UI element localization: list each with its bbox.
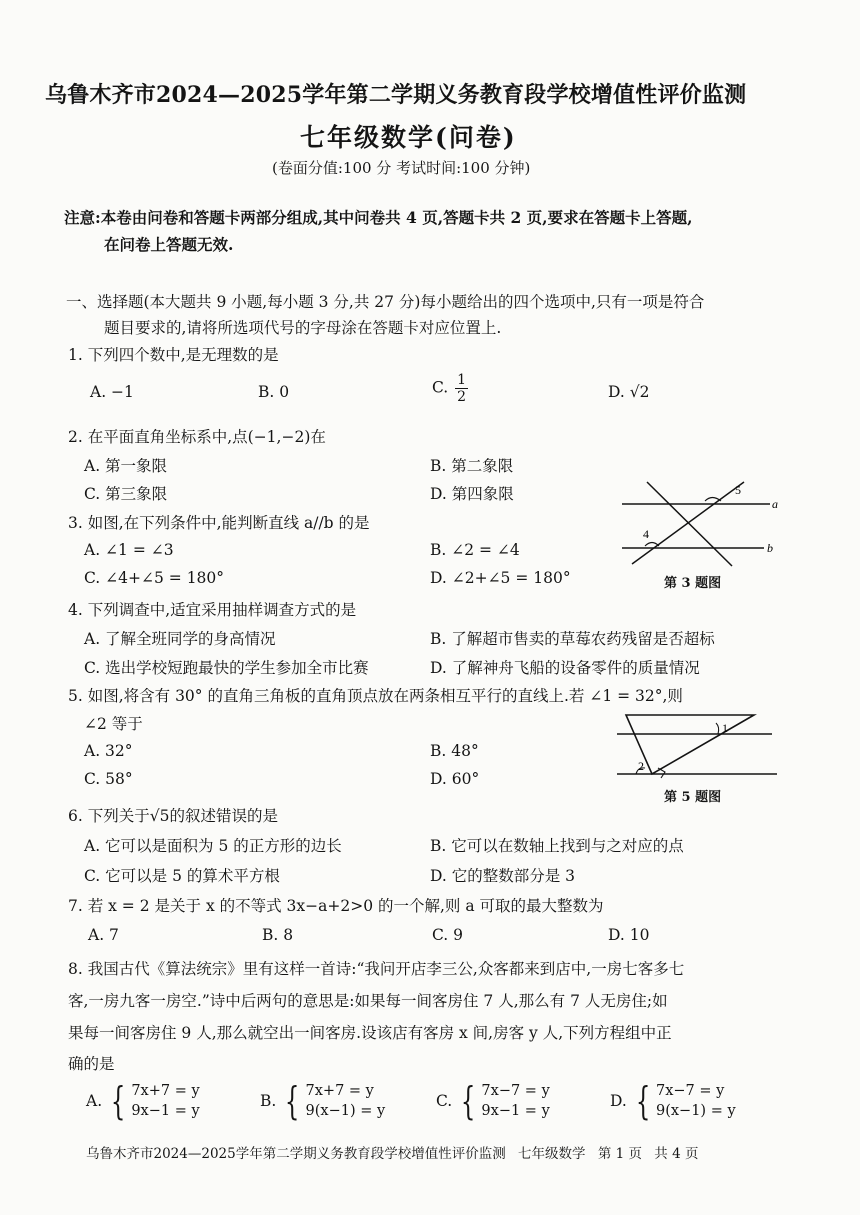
footer — [86, 1142, 698, 1162]
q5-option-b: B. 48° — [430, 742, 479, 760]
q2-option-c: C. 第三象限 — [84, 485, 168, 503]
q6-stem: 6. 下列关于√5的叙述错误的是 — [68, 807, 278, 825]
paper-info: (卷面分值:100 分 考试时间:100 分钟) — [272, 159, 531, 177]
equation-2: 9x−1 = y — [131, 1103, 200, 1119]
q8-stem-line-3: 果每一间客房住 9 人,那么就空出一间客房.设该店有客房 x 间,房客 y 人,下列方程组中正 — [68, 1024, 672, 1042]
q8-stem-line-2: 客,一房九客一房空.”诗中后两句的意思是:如果每一间客房住 7 人,那么有 7 人无房住;如 — [68, 992, 668, 1010]
q3-figure — [612, 480, 782, 570]
transversal-2 — [647, 482, 732, 566]
angle-1-arc — [716, 723, 719, 734]
equation-2: 9(x−1) = y — [305, 1103, 386, 1119]
q1-option-a: A. −1 — [90, 383, 134, 401]
brace-icon: { — [110, 1079, 126, 1123]
q4-option-d: D. 了解神舟飞船的设备零件的质量情况 — [430, 659, 700, 677]
equation-1: 7x−7 = y — [481, 1083, 550, 1099]
q4-option-b: B. 了解超市售卖的草莓农药残留是否超标 — [430, 630, 715, 648]
q8-option-a-label: A. — [86, 1092, 103, 1110]
label-4: 4 — [643, 527, 649, 541]
footer-exam-name: 乌鲁木齐市2024—2025学年第二学期义务教育段学校增值性评价监测 — [86, 1146, 506, 1162]
q6-option-b: B. 它可以在数轴上找到与之对应的点 — [430, 837, 684, 855]
fraction-numerator: 1 — [457, 372, 467, 388]
equation-1: 7x+7 = y — [131, 1083, 200, 1099]
q3-option-d: D. ∠2+∠5 = 180° — [430, 569, 571, 587]
equation-1: 7x−7 = y — [656, 1083, 725, 1099]
q6-option-a: A. 它可以是面积为 5 的正方形的边长 — [84, 837, 342, 855]
equation-system — [481, 1081, 549, 1121]
q5-stem-line-2: ∠2 等于 — [84, 715, 143, 733]
label-5: 5 — [735, 483, 741, 497]
q1-option-b: B. 0 — [258, 383, 290, 401]
equation-2: 9(x−1) = y — [656, 1103, 736, 1119]
fraction-denominator: 2 — [457, 389, 467, 405]
label-a: a — [772, 497, 778, 511]
paper-subtitle: 七年级数学(问卷) — [300, 123, 517, 152]
q3-figure-caption: 第 3 题图 — [664, 576, 722, 591]
q3-stem: 3. 如图,在下列条件中,能判断直线 a//b 的是 — [68, 514, 370, 532]
q7-option-a: A. 7 — [88, 926, 119, 944]
q1-option-c — [432, 372, 468, 405]
q7-option-d: D. 10 — [608, 926, 650, 944]
brace-icon: { — [285, 1079, 300, 1123]
equation-system — [306, 1081, 386, 1121]
section-heading-line-1: 一、选择题(本大题共 9 小题,每小题 3 分,共 27 分)每小题给出的四个选项中,只有一项是符合 — [66, 293, 705, 311]
q3-option-a: A. ∠1 = ∠3 — [84, 541, 174, 559]
q7-option-c: C. 9 — [432, 926, 464, 944]
q8-option-c — [436, 1081, 550, 1121]
q3-option-c: C. ∠4+∠5 = 180° — [84, 569, 225, 587]
fraction — [455, 372, 468, 405]
brace-icon: { — [635, 1079, 651, 1123]
q6-option-c: C. 它可以是 5 的算术平方根 — [84, 867, 280, 885]
q2-option-b: B. 第二象限 — [430, 457, 514, 475]
equation-2: 9x−1 = y — [481, 1103, 550, 1119]
q2-stem: 2. 在平面直角坐标系中,点(−1,−2)在 — [68, 428, 326, 446]
q8-stem-line-1: 8. 我国古代《算法统宗》里有这样一首诗:“我问开店李三公,众客都来到店中,一房七客多七 — [68, 960, 685, 978]
q5-option-c: C. 58° — [84, 770, 133, 788]
equation-system — [131, 1081, 199, 1121]
q4-option-a: A. 了解全班同学的身高情况 — [84, 630, 276, 648]
equation-system — [656, 1081, 736, 1121]
q2-option-a: A. 第一象限 — [84, 457, 168, 475]
q8-option-a — [86, 1081, 200, 1121]
label-1: 1 — [722, 721, 728, 735]
q5-stem-line-1: 5. 如图,将含有 30° 的直角三角板的直角顶点放在两条相互平行的直线上.若 ∠1 = 32°,则 — [68, 687, 683, 705]
q8-option-b-label: B. — [260, 1092, 277, 1110]
set-square — [626, 715, 754, 774]
q5-option-d: D. 60° — [430, 770, 480, 788]
q8-option-d-label: D. — [610, 1092, 627, 1110]
q7-option-b: B. 8 — [262, 926, 294, 944]
q5-option-a: A. 32° — [84, 742, 133, 760]
q8-option-b — [260, 1081, 385, 1121]
label-2: 2 — [638, 759, 644, 773]
label-b: b — [767, 541, 773, 555]
footer-page-number: 第 1 页 — [597, 1146, 642, 1162]
section-heading-line-2: 题目要求的,请将所选项代号的字母涂在答题卡对应位置上. — [104, 319, 502, 337]
q3-option-b: B. ∠2 = ∠4 — [430, 541, 520, 559]
notice-line-1: 注意:本卷由问卷和答题卡两部分组成,其中问卷共 4 页,答题卡共 2 页,要求在答题卡上答题, — [64, 208, 693, 227]
q8-option-d — [610, 1081, 736, 1121]
equation-1: 7x+7 = y — [305, 1083, 374, 1099]
q5-figure — [612, 710, 782, 782]
q4-stem: 4. 下列调查中,适宜采用抽样调查方式的是 — [68, 601, 357, 619]
footer-page-total: 共 4 页 — [654, 1146, 699, 1162]
notice-line-2: 在问卷上答题无效. — [104, 235, 234, 254]
q7-stem: 7. 若 x = 2 是关于 x 的不等式 3x−a+2>0 的一个解,则 a 可取的最大整数为 — [68, 897, 604, 915]
q8-stem-line-4: 确的是 — [68, 1055, 115, 1073]
q1-stem: 1. 下列四个数中,是无理数的是 — [68, 346, 279, 364]
footer-subject: 七年级数学 — [518, 1146, 586, 1162]
brace-icon: { — [461, 1079, 476, 1123]
q1-option-d: D. √2 — [608, 383, 650, 401]
q6-option-d: D. 它的整数部分是 3 — [430, 867, 576, 885]
q8-option-c-label: C. — [436, 1092, 453, 1110]
q1-option-c-label: C. — [432, 378, 449, 397]
q4-option-c: C. 选出学校短跑最快的学生参加全市比赛 — [84, 659, 369, 677]
exam-title: 乌鲁木齐市2024—2025学年第二学期义务教育段学校增值性评价监测 — [45, 82, 747, 108]
q2-option-d: D. 第四象限 — [430, 485, 514, 503]
q5-figure-caption: 第 5 题图 — [664, 790, 722, 805]
